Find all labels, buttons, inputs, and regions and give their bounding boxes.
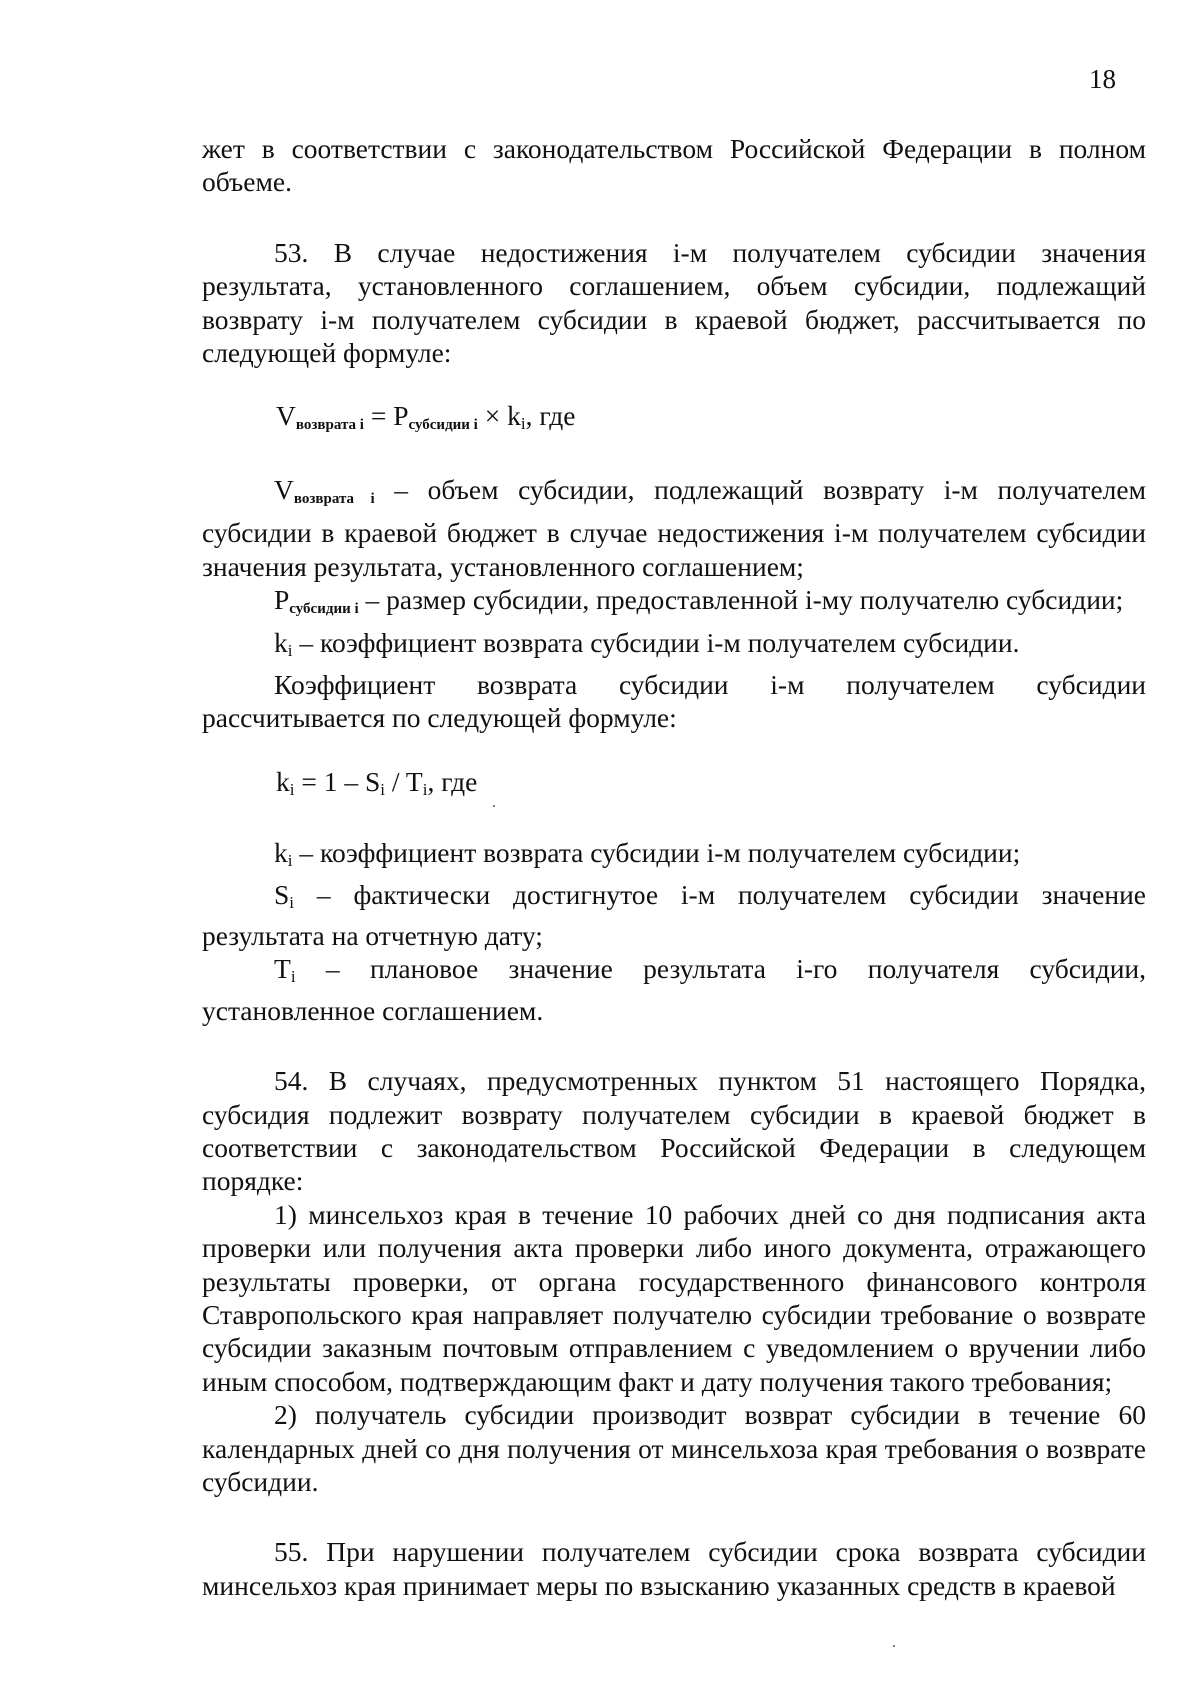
definition-p: $P_{субсидии i}$ – размер субсидии, предоставленной i-му получателю субсидии; — [274, 584, 1124, 618]
scan-speck — [893, 1645, 895, 1647]
formula-return-volume: $V_{возврата i} = P_{субсидии i}$ × ki, где — [276, 400, 576, 434]
paragraph-54-item-1: 1) минсельхоз края в течение 10 рабочих дней со дня подписания акта проверки или получения акта проверки либо иного документа, отражающего результаты проверки, от органа государственного финансового контроля Ставропольского края направляет получателю субсидии требование о возврате субсидии заказным почтовым отправлением с уведомлением о вручении либо иным способом, подтверждающим факт и дату получения такого требования; — [202, 1198, 1146, 1397]
paragraph-coefficient: Коэффициент возврата субсидии i-м получателем субсидии рассчитывается по следующей формуле: — [202, 668, 1146, 734]
definition-k: ki – коэффициент возврата субсидии i-м получателем субсидии. — [274, 627, 1020, 661]
definition-t: Ti – плановое значение результата i-го получателя субсидии, установленное соглашением. — [202, 953, 1146, 1026]
formula-coefficient: ki = 1 – Si / Ti, где — [276, 765, 478, 799]
definition-k-2: ki – коэффициент возврата субсидии i-м получателем субсидии; — [274, 837, 1021, 871]
page-number: 18 — [1089, 64, 1116, 94]
paragraph-55: 55. При нарушении получателем субсидии срока возврата субсидии минсельхоз края принимает меры по взысканию указанных средств в краевой — [202, 1536, 1146, 1601]
scan-speck — [493, 805, 495, 807]
document-body — [202, 132, 1146, 1602]
definition-v: $V_{возврата i}$ – объем субсидии, подлежащий возврату i-м получателем субсидии в краевой бюджет в случае недостижения i-м получателем субсидии значения результата, установленного соглашением; — [202, 473, 1146, 582]
paragraph-54-item-2: 2) получатель субсидии производит возврат субсидии в течение 60 календарных дней со дня получения от минсельхоза края требования о возврате субсидии. — [202, 1399, 1146, 1497]
paragraph-53: 53. В случае недостижения i-м получателем субсидии значения результата, установленного соглашением, объем субсидии, подлежащий возврату i-м получателем субсидии в краевой бюджет, рассчитывается по следующей формуле: — [202, 236, 1146, 369]
paragraph-intro: жет в соответствии с законодательством Российской Федерации в полном объеме. — [202, 133, 1146, 198]
definition-s: Si – фактически достигнутое i-м получателем субсидии значение результата на отчетную дату; — [202, 878, 1146, 951]
paragraph-54: 54. В случаях, предусмотренных пунктом 51 настоящего Порядка, субсидия подлежит возврату получателем субсидии в краевой бюджет в соответствии с законодательством Российской Федерации в следующем порядке: — [202, 1065, 1146, 1197]
